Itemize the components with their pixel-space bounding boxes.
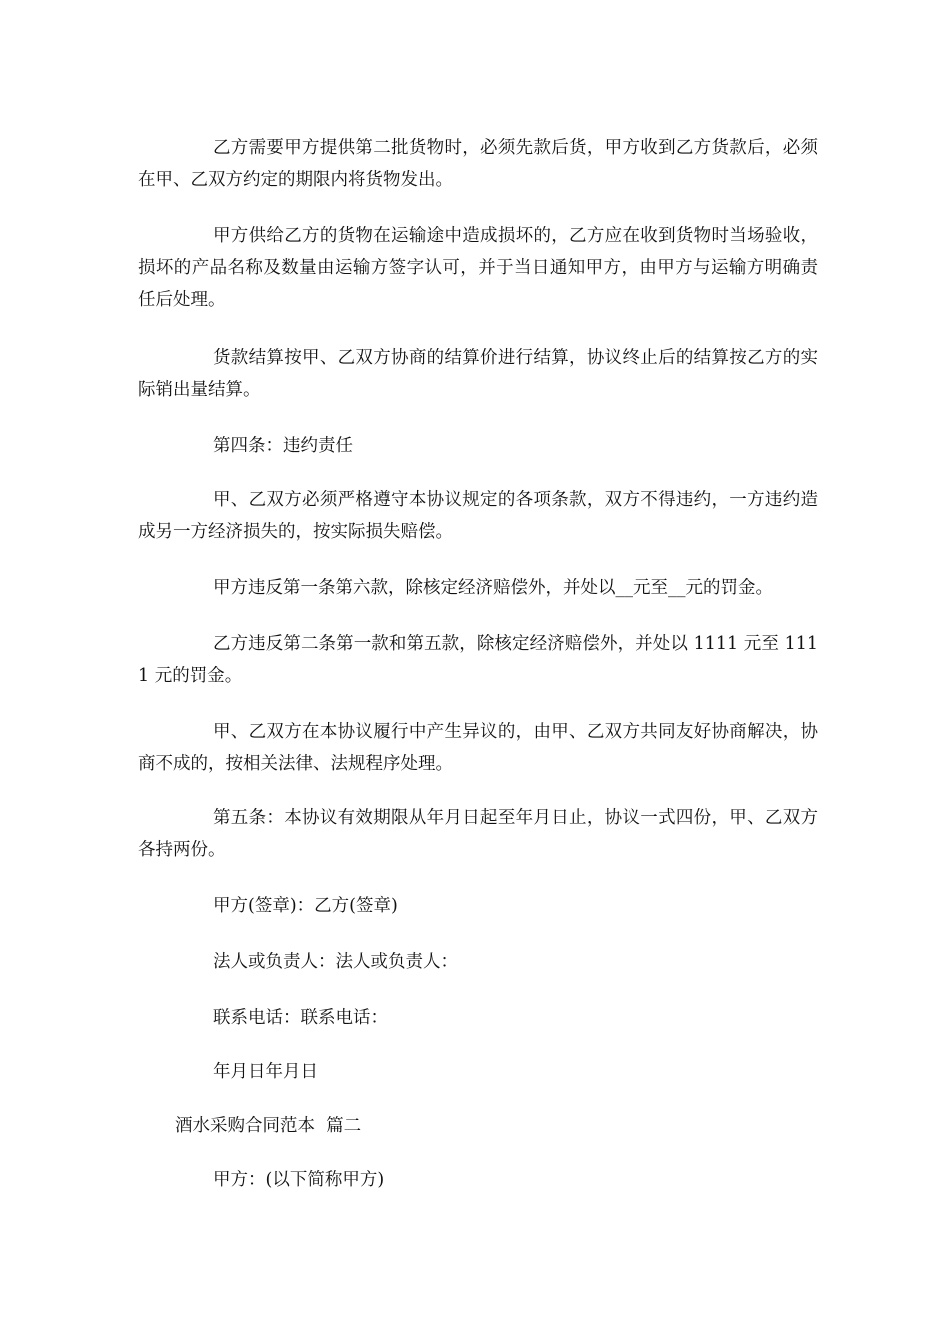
- paragraph-settlement: 货款结算按甲、乙双方协商的结算价进行结算，协议终止后的结算按乙方的实际销出量结算。: [138, 348, 818, 400]
- section-title-part-two: 酒水采购合同范本 篇二: [175, 1116, 362, 1136]
- section-heading-article-4: 第四条：违约责任: [213, 436, 353, 456]
- party-a-line: 甲方：(以下简称甲方): [213, 1170, 385, 1190]
- paragraph-transport-damage: 甲方供给乙方的货物在运输途中造成损坏的，乙方应在收到货物时当场验收，损坏的产品名称及数量由运输方签字认可，并于当日通知甲方，由甲方与运输方明确责任后处理。: [138, 226, 818, 310]
- signature-line: 甲方(签章)：乙方(签章): [213, 896, 398, 916]
- paragraph-article-5-validity: 第五条：本协议有效期限从年月日起至年月日止，协议一式四份，甲、乙双方各持两份。: [138, 808, 818, 860]
- date-line: 年月日年月日: [213, 1062, 318, 1082]
- paragraph-dispute-resolution: 甲、乙双方在本协议履行中产生异议的，由甲、乙双方共同友好协商解决，协商不成的，按相关法律、法规程序处理。: [138, 722, 818, 774]
- paragraph-strict-compliance: 甲、乙双方必须严格遵守本协议规定的各项条款，双方不得违约，一方违约造成另一方经济损失的，按实际损失赔偿。: [138, 490, 818, 542]
- paragraph-party-a-penalty: 甲方违反第一条第六款，除核定经济赔偿外，并处以__元至__元的罚金。: [213, 578, 773, 598]
- contact-phone-line: 联系电话：联系电话：: [213, 1008, 388, 1028]
- paragraph-party-b-penalty: 乙方违反第二条第一款和第五款，除核定经济赔偿外，并处以 1111 元至 1111 元的罚金。: [138, 634, 818, 686]
- legal-representative-line: 法人或负责人：法人或负责人：: [213, 952, 458, 972]
- paragraph-second-batch-payment: 乙方需要甲方提供第二批货物时，必须先款后货，甲方收到乙方货款后，必须在甲、乙双方约定的期限内将货物发出。: [138, 138, 818, 190]
